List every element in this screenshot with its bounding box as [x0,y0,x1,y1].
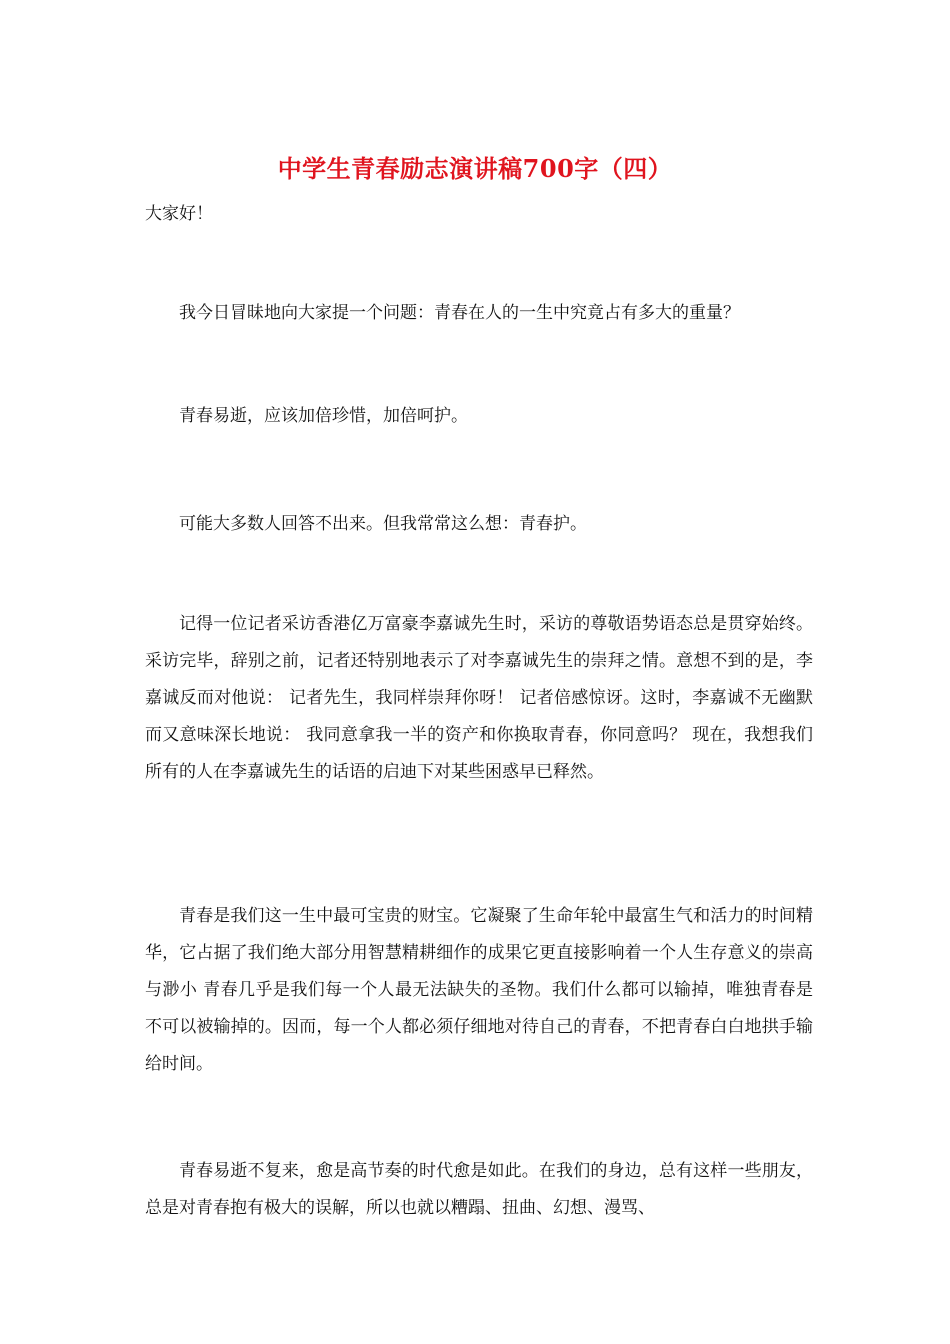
paragraph-6: 青春易逝不复来，愈是高节奏的时代愈是如此。在我们的身边，总有这样一些朋友，总是对青春抱有极大的误解，所以也就以糟蹋、扭曲、幻想、漫骂、 [145,1161,813,1218]
paragraph-4: 记得一位记者采访香港亿万富豪李嘉诚先生时，采访的尊敬语势语态总是贯穿始终。采访完毕，辞别之前，记者还特别地表示了对李嘉诚先生的崇拜之情。意想不到的是，李嘉诚反而对他说： 记者先生，我同样崇拜你呀！ 记者倍感惊讶。这时，李嘉诚不无幽默而又意味深长地说： 我同意拿我一半的资产和你换取青春，你同意吗？ 现在，我想我们所有的人在李嘉诚先生的话语的启迪下对某些困惑早已释然。 [145,614,813,782]
greeting-text: 大家好！ [145,204,213,224]
paragraph-3: 可能大多数人回答不出来。但我常常这么想：青春护。 [179,514,587,534]
paragraph-2: 青春易逝，应该加倍珍惜，加倍呵护。 [179,406,468,426]
document-title: 中学生青春励志演讲稿700字（四） [277,154,673,183]
paragraph-1: 我今日冒昧地向大家提一个问题：青春在人的一生中究竟占有多大的重量？ [179,303,740,323]
paragraph-5: 青春是我们这一生中最可宝贵的财宝。它凝聚了生命年轮中最富生气和活力的时间精华，它占据了我们绝大部分用智慧精耕细作的成果它更直接影响着一个人生存意义的崇高与渺小 青春几乎是我们每一个人最无法缺失的圣物。我们什么都可以输掉，唯独青春是不可以被输掉的。因而，每一个人都必须仔细地对待自己的青春，不把青春白白地拱手输给时间。 [145,906,813,1074]
